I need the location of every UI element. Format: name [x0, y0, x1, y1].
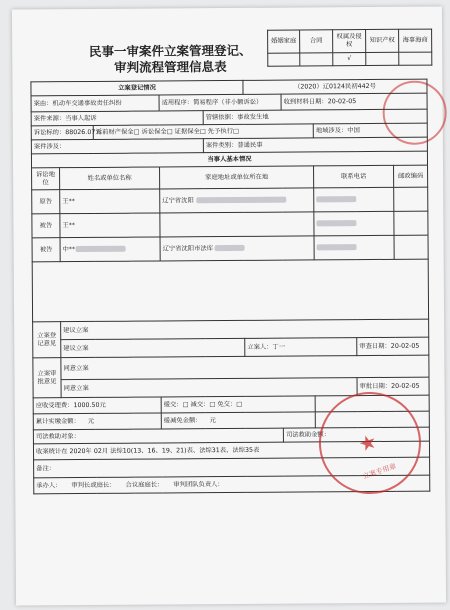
category-tort: 权属及侵权: [333, 30, 366, 53]
approval-opinion-2: 同意立案: [61, 378, 357, 398]
header-phone: 联系电话: [314, 165, 394, 188]
blank-area: [32, 259, 429, 322]
amount-value: 88026.07元: [65, 128, 102, 136]
procedure: 适用程序：简易程序（非小额诉讼）: [159, 94, 281, 111]
party-postcode: [394, 235, 428, 259]
preservation: 诉前财产保全□ 诉讼保全□ 证据保全□ 先予执行□: [93, 124, 313, 140]
check-mark: √: [333, 53, 366, 66]
header-address: 家庭地址或单位所在地: [160, 166, 314, 189]
document-title: [70, 43, 270, 76]
signer-team: 审判团队负责人：: [173, 480, 224, 488]
stats: 收案统计在 2020年 02月 法综10(13、16、19、21)表、法综31表、法综35表: [33, 441, 429, 460]
party-address: [160, 212, 314, 237]
section-parties: 当事人基本情况: [31, 151, 427, 168]
redacted-text: [316, 220, 356, 226]
fee-paid-cell: [33, 413, 161, 430]
fee-exempt-unit: 元: [209, 416, 216, 424]
section-register: 立案登记情况: [31, 80, 243, 95]
filer: 立案人：丁一: [245, 338, 357, 357]
filing-date: 审查日期：20-02-05: [357, 337, 429, 356]
signer-chief: 审判长或庭长：: [71, 481, 116, 489]
header-postcode: 邮政编码: [394, 165, 428, 187]
approval-label: 立案审批意见: [33, 358, 61, 398]
signer-handler: 承办人：: [36, 481, 62, 489]
category-table: [267, 29, 432, 67]
source-cell: [31, 111, 203, 126]
category-cell: [300, 53, 333, 66]
approval-opinion-1: 同意立案: [61, 355, 429, 380]
redacted-text: [75, 245, 125, 251]
party-address: 辽宁省沈阳: [162, 196, 194, 204]
cause-label: 案由：: [33, 99, 53, 107]
party-phone-cell: [314, 211, 394, 236]
party-postcode: [394, 187, 428, 211]
party-postcode: [394, 211, 428, 235]
title-line-1: 民事一审案件立案管理登记、: [88, 42, 252, 59]
cause-cell: [31, 95, 159, 112]
category-maritime: 海事海商: [399, 29, 432, 52]
category-contract: 合同: [300, 30, 333, 53]
party-phone-cell: [314, 187, 394, 212]
document-sheet: [12, 7, 446, 606]
jurisdiction: 管辖依据：事故发生地: [203, 109, 427, 125]
header-name: 姓名或单位名称: [60, 167, 160, 190]
aid-amount: 司法救助金额：: [283, 427, 429, 442]
party-address-cell: [160, 236, 314, 261]
category-marriage: 婚姻家庭: [268, 30, 300, 53]
redacted-text: [316, 196, 356, 202]
party-name: 王**: [60, 213, 160, 238]
amount-label: 诉讼标的：: [33, 128, 66, 136]
party-role: 原告: [32, 190, 60, 214]
received-date: 收到材料日期：20-02-05: [281, 93, 427, 110]
party-name: 中**: [62, 245, 76, 253]
involve-label: 案件涉及：: [31, 139, 203, 154]
filing-opinion-label: 立案登记意见: [33, 322, 61, 358]
seal-text: 立案专用章: [361, 462, 398, 481]
party-phone-cell: [314, 235, 394, 260]
source-value: 当事人起诉: [65, 114, 97, 122]
filing-opinion-2: 建议立案: [61, 338, 245, 357]
table-row: [32, 235, 428, 262]
category-cell: [399, 52, 432, 65]
fee-paid: 累计实缴金额：: [35, 417, 80, 425]
case-type: 案件类别：普通民事: [203, 137, 427, 153]
party-name-cell: [60, 237, 160, 262]
fee-defer: 缓交：□ 减交：□ 免交：□: [161, 396, 315, 413]
aid-applicant: 司法救助对象：: [33, 428, 283, 444]
signer-court-lead: 合议庭庭长：: [125, 480, 164, 489]
approval-date: 审批日期：20-02-05: [357, 377, 429, 396]
party-address: 辽宁省沈阳市法库: [162, 244, 213, 252]
redacted-text: [317, 244, 357, 250]
table-row: [32, 211, 428, 238]
filing-opinion-1: 建议立案: [61, 319, 429, 340]
case-number: （2020）辽0124民初442号: [243, 79, 427, 94]
cause-value: 机动车交通事故责任纠纷: [52, 99, 122, 107]
party-address-cell: [160, 188, 314, 213]
header-role: 诉讼地位: [32, 168, 60, 190]
star-icon: ★: [355, 428, 381, 457]
source-label: 案件来源：: [33, 114, 66, 122]
redacted-text: [196, 196, 286, 203]
fee-accept: 应收受理费：1000.50元: [33, 397, 161, 414]
redacted-text: [215, 244, 245, 250]
party-role: 被告: [32, 214, 60, 238]
category-cell: [366, 52, 399, 65]
table-row: [32, 187, 428, 214]
fee-exempt: 缓减免金额：: [163, 416, 202, 424]
title-line-2: 审判流程管理信息表: [114, 59, 227, 75]
fee-paid-unit: 元: [87, 417, 95, 425]
category-ip: 知识产权: [366, 29, 399, 52]
region: 地域涉及：中国: [313, 123, 427, 138]
party-role: 被告: [32, 238, 60, 262]
party-name: 王**: [60, 189, 160, 214]
amount-cell: [31, 125, 102, 139]
remark: 备注：: [34, 457, 430, 478]
fee-exempt-cell: [161, 412, 315, 429]
category-cell: [268, 53, 300, 66]
